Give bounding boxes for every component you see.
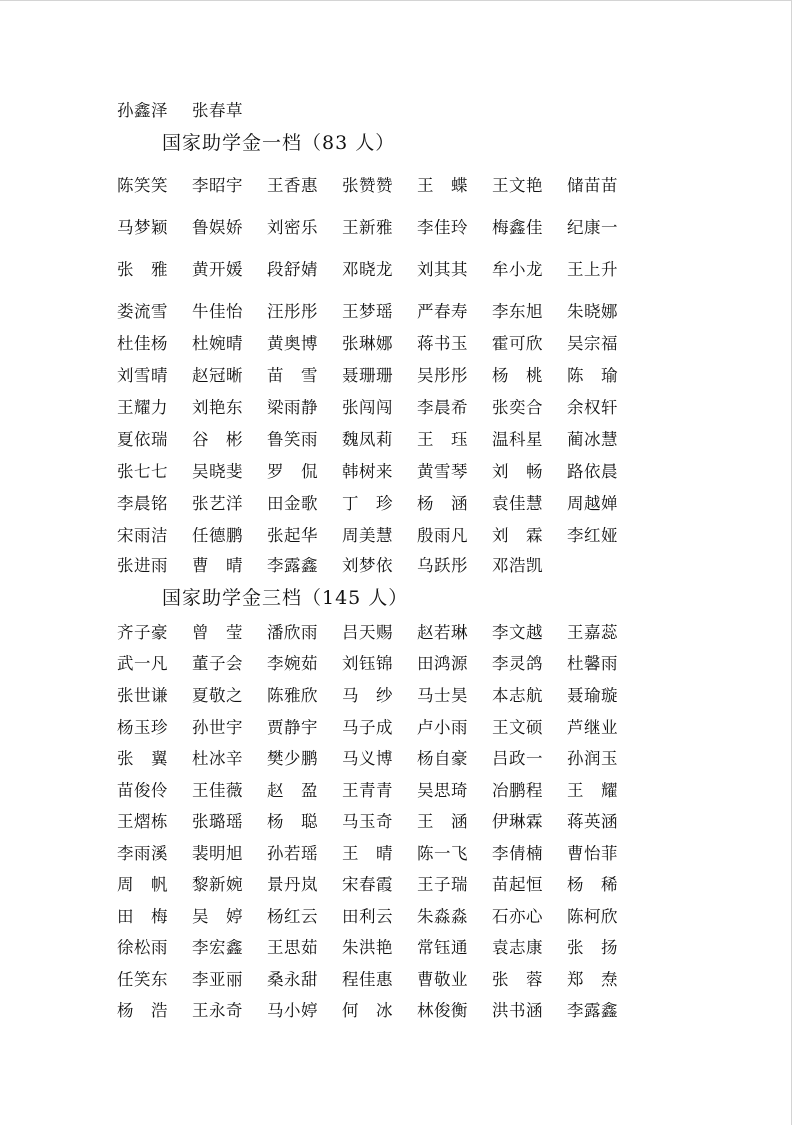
student-name: 王子瑞 [417,874,468,894]
name-row [117,905,642,929]
student-name: 王上升 [567,259,618,279]
student-name: 吴宗福 [567,333,618,353]
student-name: 杨自豪 [417,748,468,768]
student-name: 聂瑜璇 [567,685,618,705]
student-name: 武一凡 [117,653,168,673]
student-name: 蒋书玉 [417,333,468,353]
student-name: 马 纱 [342,685,393,705]
student-name: 袁佳慧 [492,493,543,513]
student-name: 朱晓娜 [567,301,618,321]
student-name: 张艺洋 [192,493,243,513]
section-title-grant-level-3: 国家助学金三档（145 人） [162,587,409,609]
student-name: 田鸿源 [417,653,468,673]
student-name: 袁志康 [492,937,543,957]
student-name: 曹敬业 [417,969,468,989]
student-name: 曾 莹 [192,622,243,642]
student-name: 张七七 [117,461,168,481]
student-name: 杜馨雨 [567,653,618,673]
student-name: 朱淼淼 [417,906,468,926]
name-row [117,300,642,324]
name-row [117,216,642,240]
student-name: 夏敬之 [192,685,243,705]
name-row [117,396,642,420]
student-name: 鲁娱娇 [192,217,243,237]
student-name: 苗起恒 [492,874,543,894]
student-name: 王文硕 [492,717,543,737]
name-row [117,492,642,516]
student-name: 杜冰辛 [192,748,243,768]
student-name: 李露鑫 [567,1000,618,1020]
student-name: 余权轩 [567,397,618,417]
student-name: 马玉奇 [342,811,393,831]
name-row [117,524,642,548]
name-row [117,684,642,708]
student-name: 郑 焘 [567,969,618,989]
student-name: 娄流雪 [117,301,168,321]
student-name: 曹 晴 [192,555,243,575]
student-name: 王 珏 [417,429,468,449]
student-name: 冶鹏程 [492,780,543,800]
student-name: 杜佳杨 [117,333,168,353]
name-row [117,936,642,960]
student-name: 杨 聪 [267,811,318,831]
student-name: 李灵鸽 [492,653,543,673]
student-name: 王熠栋 [117,811,168,831]
student-name: 孙润玉 [567,748,618,768]
name-row [117,968,642,992]
student-name: 朱洪艳 [342,937,393,957]
student-name: 张 翼 [117,748,168,768]
student-name: 魏凤莉 [342,429,393,449]
student-name: 李亚丽 [192,969,243,989]
student-name: 李东旭 [492,301,543,321]
student-name: 牟小龙 [492,259,543,279]
student-name: 王佳薇 [192,780,243,800]
student-name: 周美慧 [342,525,393,545]
student-name: 杨 浩 [117,1000,168,1020]
student-name: 梁雨静 [267,397,318,417]
student-name: 张璐瑶 [192,811,243,831]
student-name: 陈一飞 [417,843,468,863]
name-row [117,716,642,740]
student-name: 李雨溪 [117,843,168,863]
student-name: 张闯闯 [342,397,393,417]
student-name: 储苗苗 [567,175,618,195]
lead-names [117,99,267,123]
student-name: 桑永甜 [267,969,318,989]
student-name: 董子会 [192,653,243,673]
name-row [117,460,642,484]
name-row [117,652,642,676]
student-name: 常钰通 [417,937,468,957]
student-name: 陈雅欣 [267,685,318,705]
student-name: 李佳玲 [417,217,468,237]
student-name: 张 蓉 [492,969,543,989]
student-name: 张 扬 [567,937,618,957]
student-name: 齐子豪 [117,622,168,642]
student-name: 霍可欣 [492,333,543,353]
student-name: 马小婷 [267,1000,318,1020]
student-name: 任笑东 [117,969,168,989]
student-name: 石亦心 [492,906,543,926]
student-name: 孙若瑶 [267,843,318,863]
student-name: 杨 稀 [567,874,618,894]
student-name: 张赞赞 [342,175,393,195]
name-row [117,258,642,282]
student-name: 王香惠 [267,175,318,195]
student-name: 马义博 [342,748,393,768]
student-name: 吴思琦 [417,780,468,800]
student-name: 李露鑫 [267,555,318,575]
student-name: 段舒婧 [267,259,318,279]
student-name: 刘艳东 [192,397,243,417]
student-name: 李晨铭 [117,493,168,513]
student-name: 罗 侃 [267,461,318,481]
student-name: 陈 瑜 [567,365,618,385]
student-name: 李宏鑫 [192,937,243,957]
student-name: 伊琳霖 [492,811,543,831]
student-name: 刘 霖 [492,525,543,545]
student-name: 张春草 [192,100,243,120]
student-name: 王嘉蕊 [567,622,618,642]
student-name: 林俊衡 [417,1000,468,1020]
name-row [117,364,642,388]
student-name: 马子成 [342,717,393,737]
student-name: 曹怡菲 [567,843,618,863]
student-name: 马梦颖 [117,217,168,237]
student-name: 李昭宇 [192,175,243,195]
student-name: 王永奇 [192,1000,243,1020]
student-name: 孙世宇 [192,717,243,737]
student-name: 李文越 [492,622,543,642]
student-name: 丁 珍 [342,493,393,513]
student-name: 黄开媛 [192,259,243,279]
student-name: 张进雨 [117,555,168,575]
student-name: 王耀力 [117,397,168,417]
student-name: 杨玉珍 [117,717,168,737]
student-name: 本志航 [492,685,543,705]
student-name: 程佳惠 [342,969,393,989]
student-name: 邓浩凯 [492,555,543,575]
student-name: 韩树来 [342,461,393,481]
student-name: 严春寿 [417,301,468,321]
student-name: 周 帆 [117,874,168,894]
name-row [117,999,642,1023]
student-name: 张琳娜 [342,333,393,353]
student-name: 温科星 [492,429,543,449]
student-name: 王梦瑶 [342,301,393,321]
name-row [117,428,642,452]
student-name: 刘密乐 [267,217,318,237]
student-name: 孙鑫泽 [117,100,168,120]
student-name: 徐松雨 [117,937,168,957]
student-name: 张世谦 [117,685,168,705]
student-name: 王 涵 [417,811,468,831]
student-name: 刘雪晴 [117,365,168,385]
student-name: 马士昊 [417,685,468,705]
student-name: 乌跃彤 [417,555,468,575]
student-name: 任德鹏 [192,525,243,545]
student-name: 何 冰 [342,1000,393,1020]
student-name: 吴 婷 [192,906,243,926]
name-row [117,332,642,356]
name-row [117,621,642,645]
student-name: 牛佳怡 [192,301,243,321]
student-name: 夏依瑞 [117,429,168,449]
section-title-grant-level-1: 国家助学金一档（83 人） [162,132,396,154]
student-name: 赵 盈 [267,780,318,800]
student-name: 田金歌 [267,493,318,513]
student-name: 周越婵 [567,493,618,513]
student-name: 田利云 [342,906,393,926]
student-name: 蒋英涵 [567,811,618,831]
student-name: 贾静宇 [267,717,318,737]
student-name: 鲁笑雨 [267,429,318,449]
student-name: 杨 桃 [492,365,543,385]
student-name: 王 晴 [342,843,393,863]
student-name: 黎新婉 [192,874,243,894]
student-name: 陈柯欣 [567,906,618,926]
student-name: 刘 畅 [492,461,543,481]
name-row [117,554,567,578]
student-name: 谷 彬 [192,429,243,449]
student-name: 苗俊伶 [117,780,168,800]
student-name: 王 耀 [567,780,618,800]
student-name: 杨 涵 [417,493,468,513]
student-name: 聂珊珊 [342,365,393,385]
student-name: 张奕合 [492,397,543,417]
name-row [117,873,642,897]
student-name: 张 雅 [117,259,168,279]
student-name: 王文艳 [492,175,543,195]
student-name: 宋雨洁 [117,525,168,545]
name-row [117,842,642,866]
student-name: 张起华 [267,525,318,545]
student-name: 田 梅 [117,906,168,926]
student-name: 汪彤彤 [267,301,318,321]
student-name: 李婉茹 [267,653,318,673]
student-name: 王 蝶 [417,175,468,195]
student-name: 王新雅 [342,217,393,237]
student-name: 裴明旭 [192,843,243,863]
student-name: 吕天赐 [342,622,393,642]
student-name: 赵冠晰 [192,365,243,385]
student-name: 蔺冰慧 [567,429,618,449]
student-name: 苗 雪 [267,365,318,385]
student-name: 邓晓龙 [342,259,393,279]
student-name: 刘梦依 [342,555,393,575]
student-name: 李倩楠 [492,843,543,863]
student-name: 殷雨凡 [417,525,468,545]
student-name: 芦继业 [567,717,618,737]
student-name: 刘钰锦 [342,653,393,673]
student-name: 路依晨 [567,461,618,481]
student-name: 黄雪琴 [417,461,468,481]
student-name: 陈笑笑 [117,175,168,195]
student-name: 吴彤彤 [417,365,468,385]
student-name: 吴晓斐 [192,461,243,481]
student-name: 杨红云 [267,906,318,926]
student-name: 王青青 [342,780,393,800]
student-name: 宋春霞 [342,874,393,894]
name-row [117,810,642,834]
student-name: 李晨希 [417,397,468,417]
name-row [117,747,642,771]
student-name: 梅鑫佳 [492,217,543,237]
student-name: 黄奥博 [267,333,318,353]
student-name: 杜婉晴 [192,333,243,353]
student-name: 刘其其 [417,259,468,279]
student-name: 卢小雨 [417,717,468,737]
name-row [117,779,642,803]
student-name: 洪书涵 [492,1000,543,1020]
student-name: 李红娅 [567,525,618,545]
student-name: 吕政一 [492,748,543,768]
student-name: 赵若琳 [417,622,468,642]
student-name: 樊少鹏 [267,748,318,768]
student-name: 景丹岚 [267,874,318,894]
student-name: 潘欣雨 [267,622,318,642]
name-row [117,174,642,198]
student-name: 王思茹 [267,937,318,957]
student-name: 纪康一 [567,217,618,237]
